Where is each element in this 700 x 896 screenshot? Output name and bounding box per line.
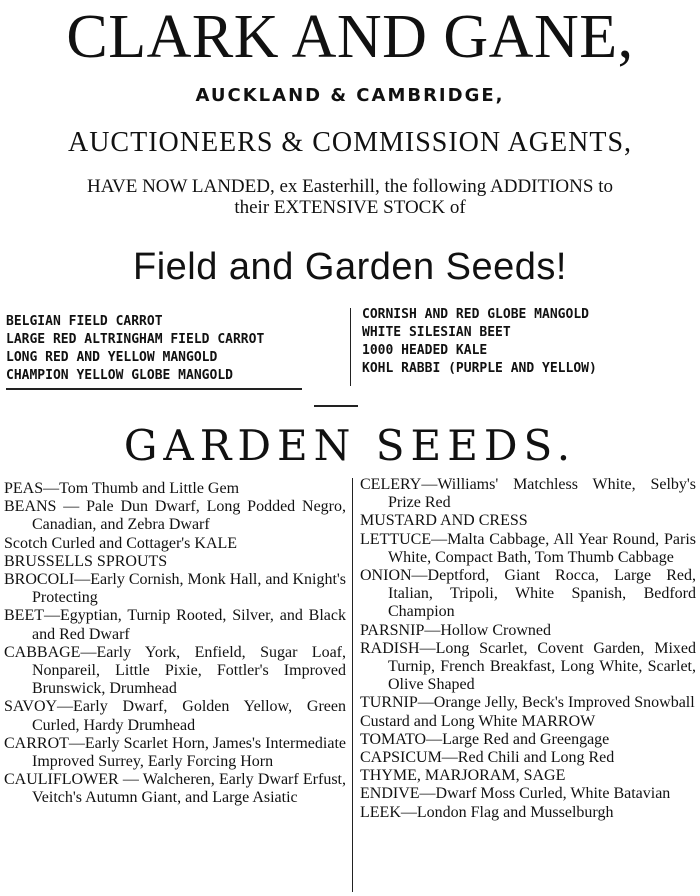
field-seeds-left — [6, 313, 346, 385]
seed-entry: Custard and Long White MARROW — [360, 712, 596, 730]
garden-seeds-heading: GARDEN SEEDS. — [123, 421, 577, 470]
seed-entry: CELERY—Williams' Matchless White, Selby's Prize Red — [360, 476, 696, 512]
intro-line: their EXTENSIVE STOCK of — [234, 197, 466, 218]
seed-entry: LEEK—London Flag and Musselburgh — [360, 803, 614, 821]
seed-entry: CABBAGE—Early York, Enfield, Sugar Loaf, Nonpareil, Little Pixie, Fottler's Improved Brunswick, Drumhead — [4, 643, 346, 698]
field-seed-item: WHITE SILESIAN BEET — [362, 325, 511, 340]
seed-entry: RADISH—Long Scarlet, Covent Garden, Mixed Turnip, French Breakfast, Long White, Scarlet, Olive Shaped — [360, 639, 696, 694]
field-seed-item: CHAMPION YELLOW GLOBE MANGOLD — [6, 368, 233, 383]
field-seed-item: LARGE RED ALTRINGHAM FIELD CARROT — [6, 332, 265, 347]
firm-locations: AUCKLAND & CAMBRIDGE, — [195, 85, 505, 106]
firm-role: AUCTIONEERS & COMMISSION AGENTS, — [67, 127, 633, 158]
seed-entry: TOMATO—Large Red and Greengage — [360, 730, 610, 748]
seeds-heading: Field and Garden Seeds! — [133, 246, 567, 288]
firm-name: CLARK AND GANE, — [66, 3, 634, 71]
field-seeds-right — [362, 306, 694, 378]
seed-entry: ENDIVE—Dwarf Moss Curled, White Batavian — [360, 785, 671, 803]
section-divider — [314, 405, 358, 407]
column-divider — [352, 478, 353, 892]
seed-entry: BEET—Egyptian, Turnip Rooted, Silver, and Black and Red Dwarf — [4, 607, 346, 643]
seed-entry: ONION—Deptford, Giant Rocca, Large Red, Italian, Tripoli, White Spanish, Bedford Champion — [360, 567, 696, 621]
seed-entry: SAVOY—Early Dwarf, Golden Yellow, Green Curled, Hardy Drumhead — [4, 698, 346, 734]
seed-entry: BROCOLI—Early Cornish, Monk Hall, and Knight's Protecting — [4, 571, 346, 607]
seed-entry: BRUSSELLS SPROUTS — [4, 552, 168, 570]
field-seed-item: BELGIAN FIELD CARROT — [6, 314, 163, 329]
garden-seeds-left — [4, 480, 346, 808]
seed-entry: TURNIP—Orange Jelly, Beck's Improved Snowball — [360, 694, 695, 712]
field-seed-item: LONG RED AND YELLOW MANGOLD — [6, 350, 218, 365]
intro-line: HAVE NOW LANDED, ex Easterhill, the following ADDITIONS to — [87, 176, 613, 197]
seed-entry: PARSNIP—Hollow Crowned — [360, 621, 551, 639]
seed-entry: BEANS — Pale Dun Dwarf, Long Podded Negro, Canadian, and Zebra Dwarf — [4, 498, 346, 534]
field-seed-item: 1000 HEADED KALE — [362, 343, 488, 358]
field-seed-item: CORNISH AND RED GLOBE MANGOLD — [362, 307, 589, 322]
seed-entry: CARROT—Early Scarlet Horn, James's Intermediate Improved Surrey, Early Forcing Horn — [4, 734, 346, 771]
section-underline — [6, 388, 302, 390]
garden-seeds-right — [360, 476, 696, 822]
seed-entry: CAULIFLOWER — Walcheren, Early Dwarf Erfust, Veitch's Autumn Giant, and Large Asiatic — [4, 771, 346, 807]
seed-entry: Scotch Curled and Cottager's KALE — [4, 534, 238, 552]
intro-text — [0, 176, 700, 218]
seed-entry: THYME, MARJORAM, SAGE — [360, 767, 566, 785]
seed-entry: PEAS—Tom Thumb and Little Gem — [4, 480, 240, 497]
seed-entry: CAPSICUM—Red Chili and Long Red — [360, 749, 615, 767]
field-seed-item: KOHL RABBI (PURPLE AND YELLOW) — [362, 361, 597, 376]
column-divider — [350, 308, 351, 386]
seed-entry: MUSTARD AND CRESS — [360, 512, 528, 530]
seed-entry: LETTUCE—Malta Cabbage, All Year Round, Paris White, Compact Bath, Tom Thumb Cabbage — [360, 530, 696, 566]
